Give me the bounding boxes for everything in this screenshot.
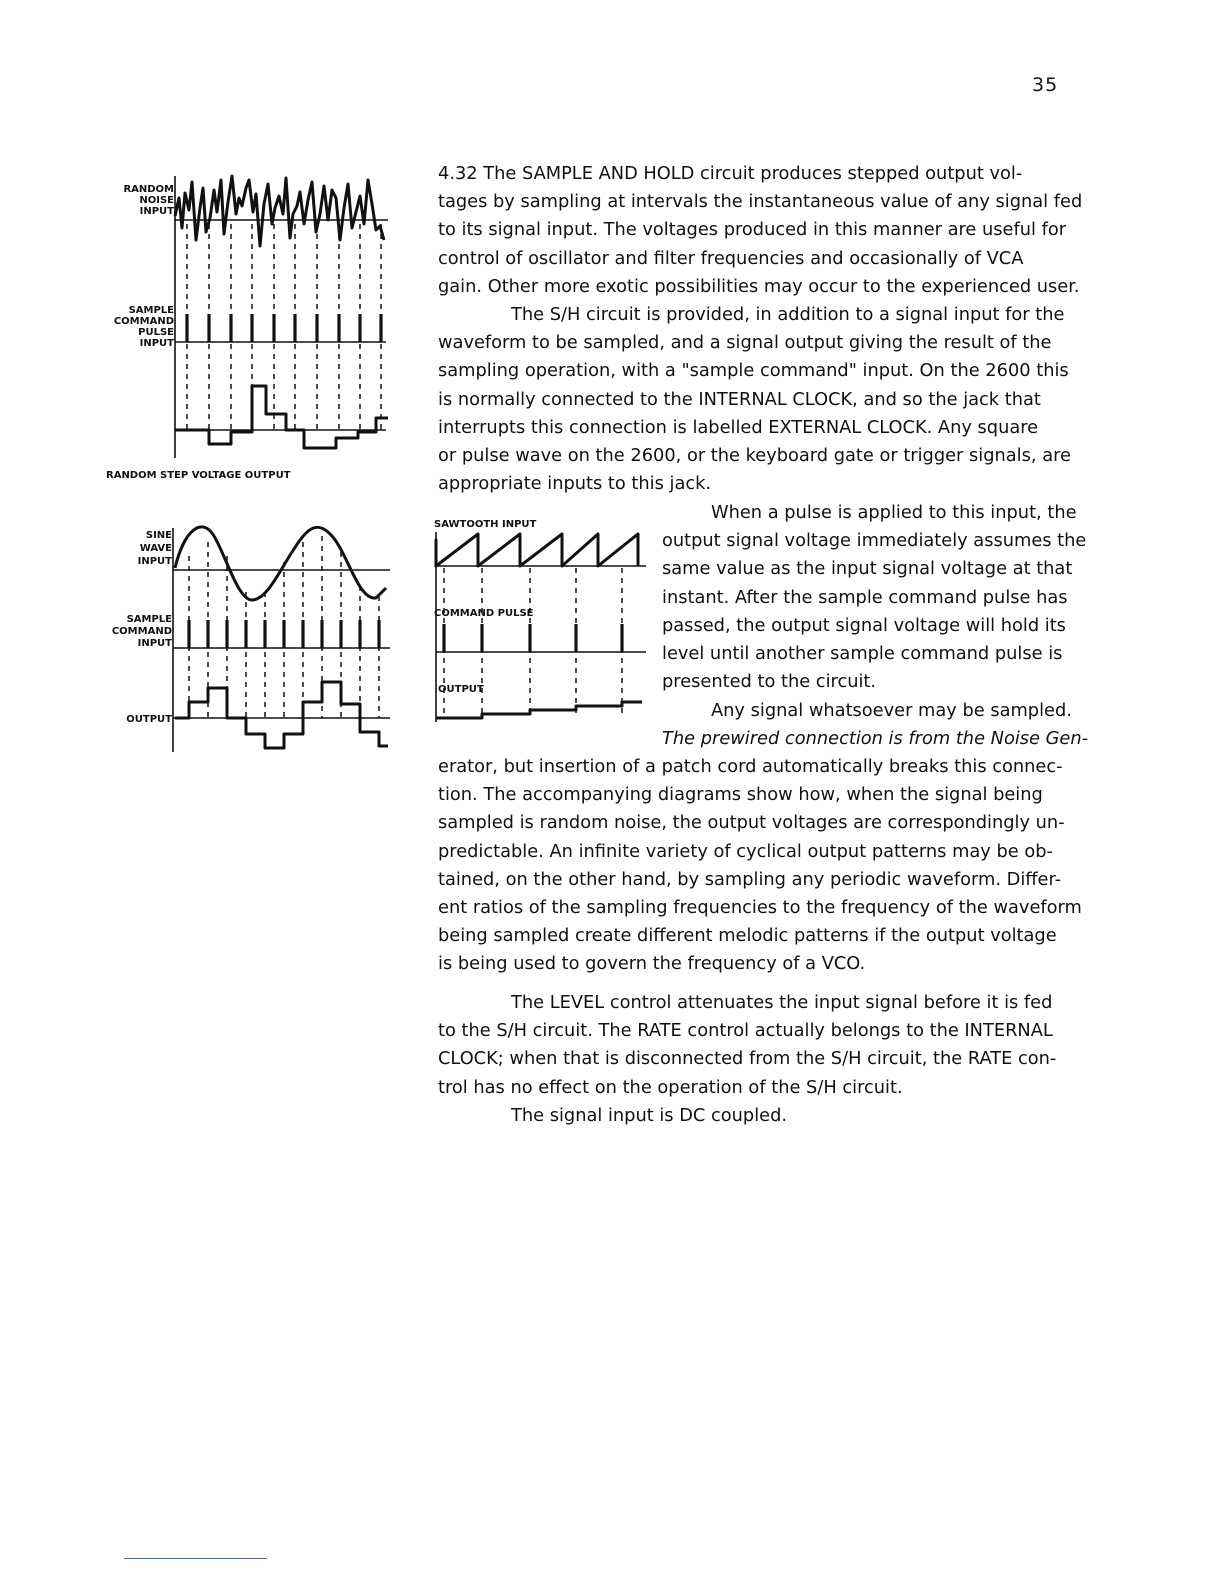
random-step-output-waveform	[175, 386, 388, 448]
text-line: CLOCK; when that is disconnected from the S/H circuit, the RATE con-	[438, 1048, 1057, 1070]
label-sine-2: WAVE	[139, 543, 172, 554]
text-line: When a pulse is applied to this input, the	[711, 502, 1077, 523]
page-number: 35	[1032, 74, 1059, 96]
text-line: control of oscillator and filter frequencies and occasionally of VCA	[438, 247, 1024, 269]
text-line: or pulse wave on the 2600, or the keyboard gate or trigger signals, are	[438, 444, 1071, 466]
paragraph-sample-and-hold-intro	[438, 160, 1150, 301]
text-line: instant. After the sample command pulse has	[662, 586, 1068, 608]
label-random-noise-3: INPUT	[139, 206, 174, 217]
text-line: sampling operation, with a "sample command" input. On the 2600 this	[438, 360, 1069, 382]
text-line: tained, on the other hand, by sampling any periodic waveform. Differ-	[438, 868, 1062, 890]
label-sine-command-1: SAMPLE	[126, 614, 172, 625]
text-line: to the S/H circuit. The RATE control actually belongs to the INTERNAL	[438, 1020, 1053, 1042]
text-line: The signal input is DC coupled.	[511, 1104, 788, 1126]
label-sine-command-2: COMMAND	[111, 626, 172, 637]
text-line: erator, but insertion of a patch cord automatically breaks this connec-	[438, 756, 1063, 777]
label-sample-command-2: COMMAND	[113, 316, 174, 327]
paragraph-level-rate-controls	[438, 989, 1154, 1130]
text-line: presented to the circuit.	[662, 671, 877, 693]
label-sine-command-3: INPUT	[137, 638, 172, 649]
label-random-noise-1: RANDOM	[123, 184, 174, 195]
text-line: appropriate inputs to this jack.	[438, 473, 712, 495]
label-sine-output: OUTPUT	[126, 714, 172, 725]
text-line-italic: The prewired connection is from the Noise Gen-	[662, 728, 1089, 750]
paragraph-pulse-applied	[662, 499, 1122, 696]
footer-rule	[124, 1558, 267, 1559]
sine-output-waveform	[175, 682, 388, 748]
text-line: gain. Other more exotic possibilities may occur to the experienced user.	[438, 275, 1080, 297]
text-line: is normally connected to the INTERNAL CLOCK, and so the jack that	[438, 388, 1041, 410]
text-line: same value as the input signal voltage at that	[662, 558, 1073, 580]
label-sine-3: INPUT	[137, 556, 172, 567]
label-sample-command-4: INPUT	[139, 338, 174, 349]
random-noise-figure	[96, 168, 396, 498]
sine-wave-figure	[96, 522, 396, 762]
text-line: interrupts this connection is labelled EXTERNAL CLOCK. Any square	[438, 416, 1039, 438]
sine-sample-pulses	[189, 620, 379, 648]
text-line: tion. The accompanying diagrams show how, when the signal being	[438, 784, 1043, 806]
label-random-step-output: RANDOM STEP VOLTAGE OUTPUT	[106, 470, 291, 481]
text-line: level until another sample command pulse is	[662, 642, 1063, 664]
text-line: waveform to be sampled, and a signal output giving the result of the	[438, 332, 1052, 354]
text-line: is being used to govern the frequency of a VCO.	[438, 953, 866, 975]
label-sine-1: SINE	[145, 530, 172, 541]
text-line: 4.32 The SAMPLE AND HOLD circuit produces stepped output vol-	[438, 163, 1023, 184]
text-line: predictable. An infinite variety of cyclical output patterns may be ob-	[438, 840, 1053, 862]
paragraph-sh-circuit-inputs	[438, 301, 1150, 498]
text-line: tages by sampling at intervals the instantaneous value of any signal fed	[438, 191, 1083, 213]
sawtooth-command-pulses	[444, 624, 622, 652]
sample-command-pulses	[187, 314, 381, 342]
label-random-noise-2: NOISE	[139, 195, 174, 206]
text-line: trol has no effect on the operation of the S/H circuit.	[438, 1076, 903, 1098]
text-line: being sampled create different melodic patterns if the output voltage	[438, 925, 1057, 947]
label-sawtooth-input: SAWTOOTH INPUT	[434, 519, 537, 530]
label-sample-command-3: PULSE	[138, 327, 174, 338]
text-line: passed, the output signal voltage will hold its	[662, 614, 1066, 636]
text-line: The LEVEL control attenuates the input signal before it is fed	[511, 992, 1053, 1013]
paragraph-any-signal	[662, 697, 1142, 753]
random-noise-waveform	[175, 176, 384, 246]
sine-wave-input-waveform	[175, 527, 386, 600]
text-line: output signal voltage immediately assumes the	[662, 530, 1087, 552]
text-line: sampled is random noise, the output voltages are correspondingly un-	[438, 812, 1065, 834]
sample-guides	[187, 224, 381, 430]
sawtooth-input-waveform	[436, 534, 638, 566]
sawtooth-figure	[432, 512, 652, 722]
label-sample-command-1: SAMPLE	[128, 305, 174, 316]
label-sawtooth-command: COMMAND PULSE	[434, 608, 534, 619]
text-line: Any signal whatsoever may be sampled.	[711, 700, 1072, 721]
text-line: The S/H circuit is provided, in addition to a signal input for the	[511, 304, 1065, 325]
paragraph-any-signal-continued	[438, 753, 1150, 979]
sawtooth-output-waveform	[436, 702, 642, 718]
label-sawtooth-output: OUTPUT	[438, 684, 484, 695]
text-line: to its signal input. The voltages produced in this manner are useful for	[438, 219, 1067, 241]
text-line: ent ratios of the sampling frequencies to the frequency of the waveform	[438, 896, 1082, 918]
